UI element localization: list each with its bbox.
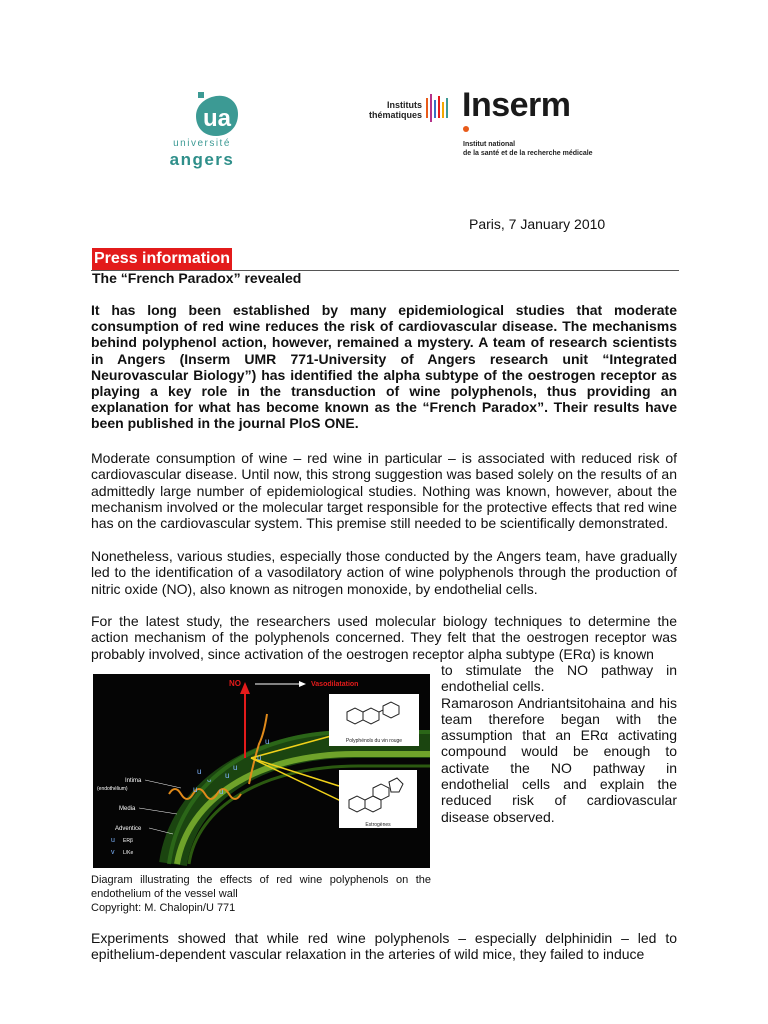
inserm-subline-2: de la santé et de la recherche médicale bbox=[463, 150, 593, 157]
svg-text:ᴗ: ᴗ bbox=[207, 775, 212, 784]
lead-paragraph: It has long been established by many epidemiological studies that moderate consumption of red wine reduces the risk of cardiovascular disease. The mechanisms behind polyphenol action, however, remained a mystery. A team of research scientists in Angers (Inserm UMR 771-University of Angers research unit “Integrated Neurovascular Biology”) has identified the alpha subtype of the oestrogen receptor as playing a key role in the transduction of wine polyphenols, thus providing an explanation for what has become known as the “French Paradox”. Their results have been published in the journal PloS ONE. bbox=[91, 302, 677, 432]
thematiques-line: thématiques bbox=[368, 110, 422, 120]
figure-vasodilatation-label: Vasodilatation bbox=[311, 681, 359, 688]
body-paragraph-3: For the latest study, the researchers used molecular biology techniques to determine the action mechanism of the polyphenols concerned. They felt that the oestrogen receptor was probably involved, since activation of the oestrogen receptor alpha subtype (ERα) is known bbox=[91, 613, 677, 662]
inserm-subline-1: Institut national bbox=[463, 141, 516, 148]
polyphenol-diagram-figure bbox=[93, 674, 430, 868]
svg-text:u: u bbox=[225, 771, 230, 780]
body-paragraph-4: Experiments showed that while red wine polyphenols – especially delphinidin – led to epithelium-dependent vascular relaxation in the arteries of wild mice, they failed to induce bbox=[91, 930, 677, 963]
figure-legend-lke: L/Ke bbox=[123, 850, 134, 856]
svg-text:u: u bbox=[257, 753, 262, 762]
figure-no-label: NO bbox=[229, 679, 241, 688]
caption-copyright: Copyright: M. Chalopin/U 771 bbox=[91, 902, 236, 914]
instituts-line: Instituts bbox=[387, 100, 422, 110]
figure-adventice-label: Adventice bbox=[115, 826, 142, 832]
body-paragraph-1: Moderate consumption of wine – red wine in particular – is associated with reduced risk of cardiovascular disease. Until now, this strong suggestion was based solely on the results of an admittedly large number of epidemiological studies. Nothing was known, however, about the mechanism involved or the molecular target responsible for the protective effects that red wine has on the cardiovascular system. This premise still needed to be scientifically demonstrated. bbox=[91, 450, 677, 532]
svg-text:u: u bbox=[197, 767, 202, 776]
instituts-thematiques-label bbox=[366, 100, 422, 120]
press-information-tag: Press information bbox=[92, 248, 232, 270]
figure-polyphenols-label: Polyphénols du vin rouge bbox=[345, 738, 403, 744]
instituts-bars-icon bbox=[426, 94, 450, 122]
caption-line-1: Diagram illustrating the effects of red wine polyphenols on the endothelium of the vessel wall bbox=[91, 874, 431, 900]
svg-text:u: u bbox=[193, 785, 198, 794]
inserm-wordmark: Inserm bbox=[462, 86, 571, 124]
figure-intima-label: Intima bbox=[125, 778, 142, 784]
figure-media-label: Media bbox=[119, 806, 136, 812]
svg-text:u: u bbox=[111, 837, 115, 844]
body-paragraph-2: Nonetheless, various studies, especially those conducted by the Angers team, have gradually led to the identification of a vasodilatory action of wine polyphenols through the production of nitric oxide (NO), also known as nitrogen monoxide, by endothelial cells. bbox=[91, 548, 677, 597]
logo-university-word: université bbox=[173, 138, 231, 149]
dateline: Paris, 7 January 2010 bbox=[469, 216, 606, 232]
svg-text:u: u bbox=[265, 737, 270, 746]
svg-text:u: u bbox=[233, 763, 238, 772]
article-subtitle: The “French Paradox” revealed bbox=[92, 270, 302, 286]
figure-caption bbox=[91, 873, 431, 915]
svg-text:v: v bbox=[111, 849, 115, 856]
inserm-subtitle bbox=[463, 140, 593, 158]
ua-monogram-text: ua bbox=[202, 105, 232, 132]
figure-estrogens-label: Estrogènes bbox=[365, 822, 391, 828]
logo-angers-word: angers bbox=[169, 150, 235, 169]
side-text-2: Ramaroson Andriantsitohaina and his team therefore began with the assumption that an ERα activating compound would be enough to activate the NO pathway in endothelial cells and explain the reduced risk of cardiovascular disease observed. bbox=[441, 694, 677, 825]
figure-legend-er: ERβ bbox=[123, 838, 133, 844]
side-text-block bbox=[441, 662, 677, 825]
inserm-dot-icon bbox=[463, 126, 469, 132]
svg-text:u: u bbox=[219, 787, 224, 796]
figure-intima-sub: (endothélium) bbox=[97, 786, 128, 792]
side-text-1: to stimulate the NO pathway in endothelial cells. bbox=[441, 662, 677, 695]
